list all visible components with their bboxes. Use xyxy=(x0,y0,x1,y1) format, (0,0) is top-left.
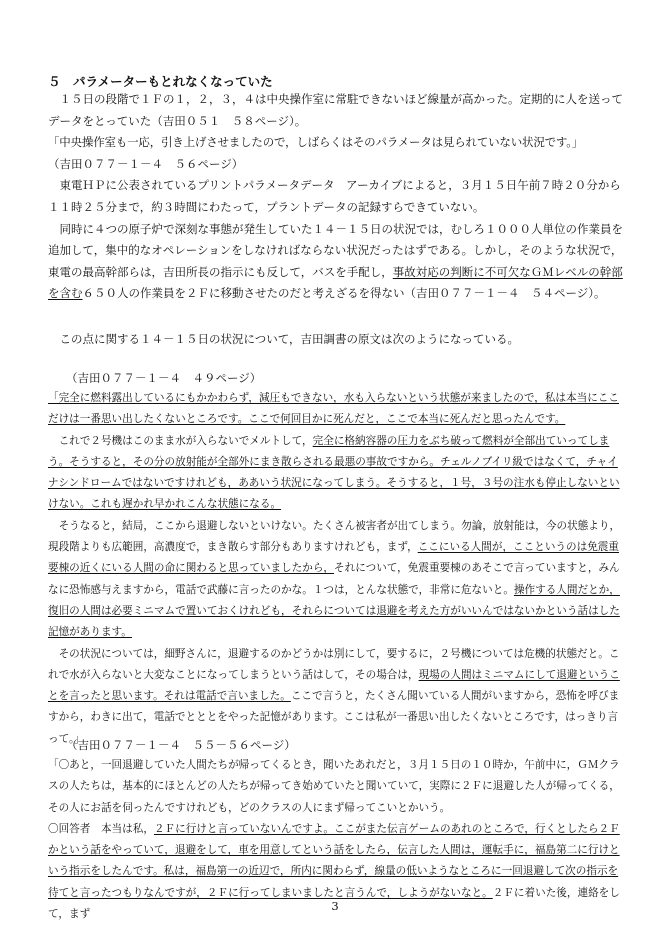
quote-1-citation: （吉田０７７－１－４ ５６ページ） xyxy=(48,156,244,171)
paragraph-2: 東電ＨＰに公表されているプリントパラメータデータ アーカイブによると，３月１５日午前７時２０分から１１時２５分まで，約３時間にわたって，プラントデータの記録すらできていない。 xyxy=(48,178,621,214)
paragraph-3: 同時に４つの原子炉で深刻な事態が発生していた１４－１５日の状況では，むしろ１０００人単位の作業員を追加して，集中的なオペレーションをしなければならない状況だったはずである。しかし，そのような状況で，東電の最高幹部らは，吉田所長の指示にも反して，バスを手配し，事故対応の判断に不可欠なＧＭレベルの幹部を含む６５０人の作業員を２Ｆに移動させたのだと考えざるを得ない（吉田０７７－１－４ ５４ページ）。 xyxy=(48,221,623,301)
q2-part-3: そうなると，結局，ここから退避しないといけない。たくさん被害者が出てしまう。勿論，放射能は，今の状態より，現段階よりも広範囲，高濃度で，まき散らす部分もありますけれども，まず，ここにいる人間が，ここというのは免震重要棟の近くにいる人間の命に関わると思っていましたから，それについて，免震重要棟のあそこで言っていますと，みんなに恐怖感与えますから，電話で武藤に言ったのかな。１つは，とんな状態で，非常に危ないと。操作する人間だとか，復旧の人間は必要ミニマムで置いておくけれども，それらについては退避を考えた方がいいんではないかという話はした記憶があります。 xyxy=(48,519,621,639)
paragraph-1: １５日の段階で１Ｆの１，２，３，４は中央操作室に常駐できないほど線量が高かった。定期的に人を送ってデータをとっていた（吉田０５１ ５８ページ）。 xyxy=(48,92,623,128)
underlined-phrase: 事故対応の判断に不可欠なＧＭレベルの幹部を含む xyxy=(48,264,623,301)
q3-part-1: 「〇あと，一回退避していた人間たちが帰ってくるとき，聞いたあれだと，３月１５日の１０時か，午前中に，ＧＭクラスの人たちは，基本的にほとんどの人たちが帰ってき始めていたと聞いていて，実際に２Ｆに退避した人が帰ってくる，その人にお話を伺ったんですけれども，どのクラスの人にまず帰ってこいとかいう。 xyxy=(48,759,620,814)
paragraph-4-wrap xyxy=(48,329,628,351)
q2-part-4: その状況については，細野さんに，退避するのかどうかは別にして，要するに，２号機については危機的状態だと。これで水が入らないと大変なことになってしまうという話はして，その場合は，現場の人間はミニマムにして退避ということを言ったと思います。それは電話で言いました。ここで言うと，たくさん聞いている人間がいますから，恐怖を呼びますから，わきに出て，電話でとととをやった記憶があります。ここは私が一番思い出したくないところです，はっきり言って。」 xyxy=(48,647,620,745)
citation-b: （吉田０７７－１－４ ５５－５６ページ） xyxy=(66,738,296,752)
section-heading: ５ パラメーターもとれなくなっていた xyxy=(48,74,273,89)
body-text-upper xyxy=(48,89,628,305)
q2-part-1: 「完全に燃料露出しているにもかかわらず，減圧もできない，水も入らないという状態が来ましたので，私は本当にここだけは一番思い出したくないところです。ここで何回目かに死んだと，ここで本当に死んだと思ったんです。 xyxy=(48,392,619,426)
q2-part-2: これで２号機はこのまま水が入らないでメルトして，完全に格納容器の圧力をぶち破って燃料が全部出ていってしまう。そうすると，その分の放射能が全部外にまき散らされる最悪の事故ですから。チェルノブイリ級ではなくて，チャイナシンドロームではないですけれども，ああいう状況になってしまう。そうすると，１号，３号の注水も停止しないといけない。これも遅かれ早かれこんな状態になる。 xyxy=(48,434,620,511)
paragraph-4: この点に関する１４－１５日の状況について，吉田調書の原文は次のようになっている。 xyxy=(59,332,520,346)
q3-part-2: 〇回答者 本当は私，２Ｆに行けと言っていないんですよ。ここがまた伝言ゲームのあれのところで，行くとしたら２Ｆかという話をやっていて，退避をして，車を用意してという話をしたら，伝言した人間は，運転手に，福島第二に行けという指示をしたんです。私は，福島第一の近辺で，所内に関わらず，線量の低いようなところに一回退避して次の指示を待てと言ったつもりなんですが，２Ｆに行ってしまいましたと言うんで，しようがないなと。２Ｆに着いた後，連絡をして，まず xyxy=(48,822,620,921)
citation-a: （吉田０７７－１－４ ４９ページ） xyxy=(66,371,262,385)
quote-1: 「中央操作室も一応，引き上げさせましたので，しばらくはそのパラメータは見られていない状況です。」 xyxy=(48,135,584,150)
quoted-transcript-1 xyxy=(48,388,628,750)
page-number: 3 xyxy=(331,899,339,913)
